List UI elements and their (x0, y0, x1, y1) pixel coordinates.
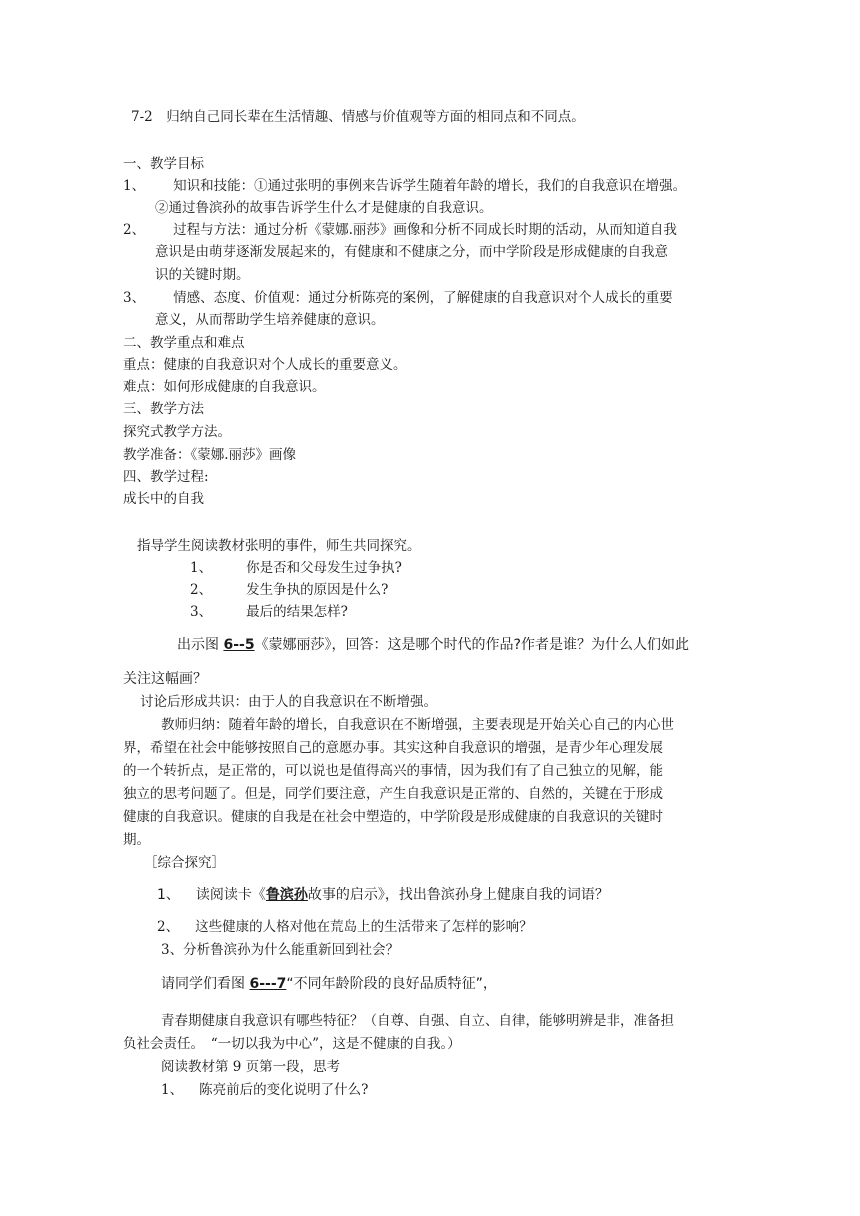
summary-line-4: 独立的思考问题了。但是，同学们要注意，产生自我意识是正常的、自然的，关键在于形成 (123, 786, 663, 802)
figure-6-7-line (161, 975, 497, 993)
explore-item-1-text: 故事的启示》，找出鲁滨孙身上健康自我的词语？ (307, 887, 609, 903)
read-page-9: 阅读教材第 9 页第一段，思考 (161, 1059, 341, 1075)
chenliang-question (161, 1081, 368, 1099)
show-figure-prefix: 出示图 (177, 637, 224, 653)
question-2-text: 发生争执的原因是什么? (246, 582, 389, 598)
show-figure-continuation: 关注这幅画？ (123, 671, 207, 687)
explore-item-2 (157, 918, 533, 936)
youth-traits-line-1: 青春期健康自我意识有哪些特征？（自尊、自强、自立、自律，能够明辨是非，准备担 (161, 1013, 674, 1029)
difficult-point: 难点：如何形成健康的自我意识。 (123, 379, 326, 395)
summary-line-3: 的一个转折点，是正常的，可以说也是值得高兴的事情，因为我们有了自己独立的见解，能 (123, 763, 663, 779)
objective-2-number: 2、 (123, 222, 146, 238)
objective-1-line-2: ②通过鲁滨孙的故事告诉学生什么才是健康的自我意识。 (155, 200, 493, 216)
doc-title: 7-2 归纳自己同长辈在生活情趣、情感与价值观等方面的相同点和不同点。 (131, 109, 585, 125)
objective-1-text: 知识和技能：①通过张明的事例来告诉学生随着年龄的增长，我们的自我意识在增强。 (173, 178, 687, 194)
question-2 (190, 581, 388, 599)
objective-2-text: 过程与方法：通过分析《蒙娜.丽莎》画像和分析不同成长时期的活动，从而知道自我 (173, 222, 677, 238)
objective-3-text: 情感、态度、价值观：通过分析陈亮的案例，了解健康的自我意识对个人成长的重要 (173, 290, 673, 306)
section-1-heading: 一、教学目标 (123, 156, 204, 172)
guide-text: 指导学生阅读教材张明的事件，师生共同探究。 (137, 538, 421, 554)
consensus-text: 讨论后形成共识：由于人的自我意识在不断增强。 (140, 694, 437, 710)
figure-6-5-reference: 6--5 (223, 637, 255, 653)
explore-item-1 (157, 886, 609, 904)
explore-item-2-number: 2、 (157, 919, 180, 935)
question-3-number: 3、 (190, 604, 213, 620)
objective-1-line-1 (123, 177, 686, 195)
explore-item-1-prefix: 读阅读卡《 (195, 887, 266, 903)
question-3 (190, 603, 348, 621)
robinson-reference: 鲁滨孙 (265, 887, 308, 903)
section-2-heading: 二、教学重点和难点 (123, 335, 245, 351)
figure-6-7-reference: 6---7 (249, 976, 287, 992)
comprehensive-explore-heading: ［综合探究］ (144, 855, 225, 871)
section-4-heading: 四、教学过程: (123, 469, 209, 485)
objective-2-line-1 (123, 221, 677, 239)
objective-3-number: 3、 (123, 290, 146, 306)
key-point: 重点：健康的自我意识对个人成长的重要意义。 (123, 357, 407, 373)
objective-2-line-3: 识的关键时期。 (155, 267, 250, 283)
objective-1-number: 1、 (123, 178, 146, 194)
teaching-method: 探究式教学方法。 (123, 424, 231, 440)
question-2-number: 2、 (190, 582, 213, 598)
chenliang-question-number: 1、 (161, 1082, 184, 1098)
summary-line-2: 界，希望在社会中能够按照自己的意愿办事。其实这种自我意识的增强，是青少年心理发展 (123, 740, 663, 756)
section-3-heading: 三、教学方法 (123, 401, 204, 417)
explore-item-2-text: 这些健康的人格对他在荒岛上的生活带来了怎样的影响？ (195, 919, 533, 935)
show-figure-line (177, 636, 689, 654)
question-1 (190, 559, 402, 577)
section-4-subheading: 成长中的自我 (123, 491, 204, 507)
objective-2-line-2: 意识是由萌芽逐渐发展起来的，有健康和不健康之分，而中学阶段是形成健康的自我意 (155, 244, 668, 260)
show-figure-question: 《蒙娜丽莎》，回答：这是哪个时代的作品?作者是谁？为什么人们如此 (254, 637, 689, 653)
chenliang-question-text: 陈亮前后的变化说明了什么? (199, 1082, 369, 1098)
question-1-text: 你是否和父母发生过争执? (246, 560, 402, 576)
objective-3-line-1 (123, 289, 673, 307)
teaching-prep: 教学准备：《蒙娜.丽莎》画像 (123, 447, 297, 463)
summary-line-6: 期。 (123, 832, 150, 848)
summary-line-1: 教师归纳：随着年龄的增长，自我意识在不断增强，主要表现是开始关心自己的内心世 (161, 717, 674, 733)
objective-3-line-2: 意义，从而帮助学生培养健康的意识。 (155, 312, 385, 328)
question-3-text: 最后的结果怎样? (246, 604, 348, 620)
figure-6-7-prefix: 请同学们看图 (161, 976, 250, 992)
summary-line-5: 健康的自我意识。健康的自我是在社会中塑造的，中学阶段是形成健康的自我意识的关键时 (123, 809, 663, 825)
youth-traits-line-2: 负社会责任。 “一切以我为中心”，这是不健康的自我。） (123, 1036, 461, 1052)
question-1-number: 1、 (190, 560, 213, 576)
explore-item-3: 3、分析鲁滨孙为什么能重新回到社会？ (161, 942, 400, 958)
figure-6-7-title: “不同年龄阶段的良好品质特征”， (286, 976, 497, 992)
explore-item-1-number: 1、 (157, 887, 180, 903)
